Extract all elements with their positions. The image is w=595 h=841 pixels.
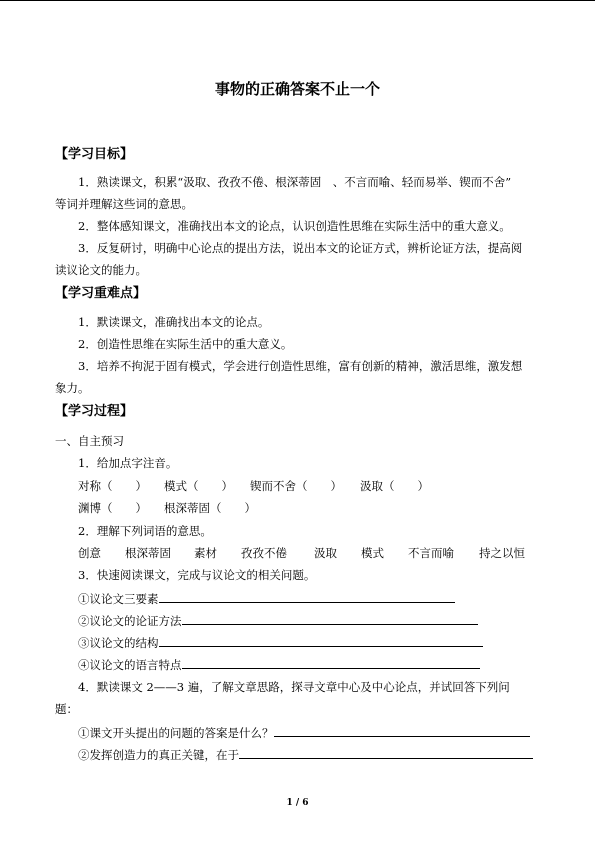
goal-line: 1．熟读课文，积累“汲取、孜孜不倦、根深蒂固 、不言而喻、轻而易举、锲而不舍” <box>78 175 512 189</box>
key-point-line: 象力。 <box>55 381 90 395</box>
pinyin-row-1 <box>78 478 429 494</box>
vocab-word: 创意 <box>78 546 101 560</box>
vocabulary-row <box>78 545 525 561</box>
key-point-line: 1．默读课文，准确找出本文的论点。 <box>78 315 270 329</box>
vocab-word: 汲取 <box>314 546 337 560</box>
section-heading-key-points: 【学习重难点】 <box>55 286 147 301</box>
answer-blank[interactable] <box>159 590 455 603</box>
vocab-word: 素材 <box>194 546 217 560</box>
q3-item <box>78 656 480 673</box>
pinyin-item: 渊博（ ） <box>78 501 147 515</box>
pinyin-item: 汲取（ ） <box>360 479 429 493</box>
q4-item-label: ①课文开头提出的问题的答案是什么？ <box>78 726 274 740</box>
q3-item-label: ②议论文的论证方法 <box>78 614 182 628</box>
question-3: 3．快速阅读课文，完成与议论文的相关问题。 <box>78 568 316 582</box>
question-1: 1．给加点字注音。 <box>78 456 178 470</box>
answer-blank[interactable] <box>239 746 533 759</box>
vocab-word: 不言而喻 <box>408 546 454 560</box>
q3-item <box>78 612 478 629</box>
answer-blank[interactable] <box>182 656 480 669</box>
q4-item <box>78 724 530 741</box>
q3-item-label: ③议论文的结构 <box>78 636 159 650</box>
q3-item-label: ①议论文三要素 <box>78 592 159 606</box>
goal-line: 3．反复研讨，明确中心论点的提出方法，说出本文的论证方式，辨析论证方法，提高阅 <box>78 241 523 255</box>
part-title: 一、自主预习 <box>55 434 124 448</box>
vocab-word: 孜孜不倦 <box>241 546 287 560</box>
goal-line: 等词并理解这些词的意思。 <box>55 197 193 211</box>
q3-item-label: ④议论文的语言特点 <box>78 658 182 672</box>
question-4-continued: 题： <box>55 702 78 716</box>
q3-item <box>78 634 483 651</box>
page-title: 事物的正确答案不止一个 <box>214 80 380 98</box>
question-2: 2．理解下列词语的意思。 <box>78 524 212 538</box>
vocab-word: 持之以恒 <box>479 546 525 560</box>
vocab-word: 模式 <box>361 546 384 560</box>
page-number: 1 / 6 <box>286 798 309 808</box>
goal-line: 2．整体感知课文，准确找出本文的论点，认识创造性思维在实际生活中的重大意义。 <box>78 219 511 233</box>
q4-item-label: ②发挥创造力的真正关键，在于 <box>78 748 239 762</box>
pinyin-item: 锲而不舍（ ） <box>250 479 342 493</box>
q4-item <box>78 746 533 763</box>
question-4: 4．默读课文 2——3 遍，了解文章思路，探寻文章中心及中心论点，并试回答下列问 <box>78 680 510 694</box>
answer-blank[interactable] <box>159 634 483 647</box>
pinyin-item: 根深蒂固（ ） <box>164 501 256 515</box>
key-point-line: 2．创造性思维在实际生活中的重大意义。 <box>78 337 293 351</box>
section-heading-process: 【学习过程】 <box>55 404 134 419</box>
pinyin-item: 模式（ ） <box>164 479 233 493</box>
key-point-line: 3．培养不拘泥于固有模式，学会进行创造性思维，富有创新的精神，激活思维，激发想 <box>78 359 523 373</box>
top-border-line <box>0 0 595 1</box>
answer-blank[interactable] <box>182 612 478 625</box>
section-heading-goals: 【学习目标】 <box>55 147 134 162</box>
pinyin-item: 对称（ ） <box>78 479 147 493</box>
q3-item <box>78 590 455 607</box>
answer-blank[interactable] <box>274 724 530 737</box>
goal-line: 读议论文的能力。 <box>55 263 147 277</box>
vocab-word: 根深蒂固 <box>125 546 171 560</box>
pinyin-row-2 <box>78 500 256 516</box>
